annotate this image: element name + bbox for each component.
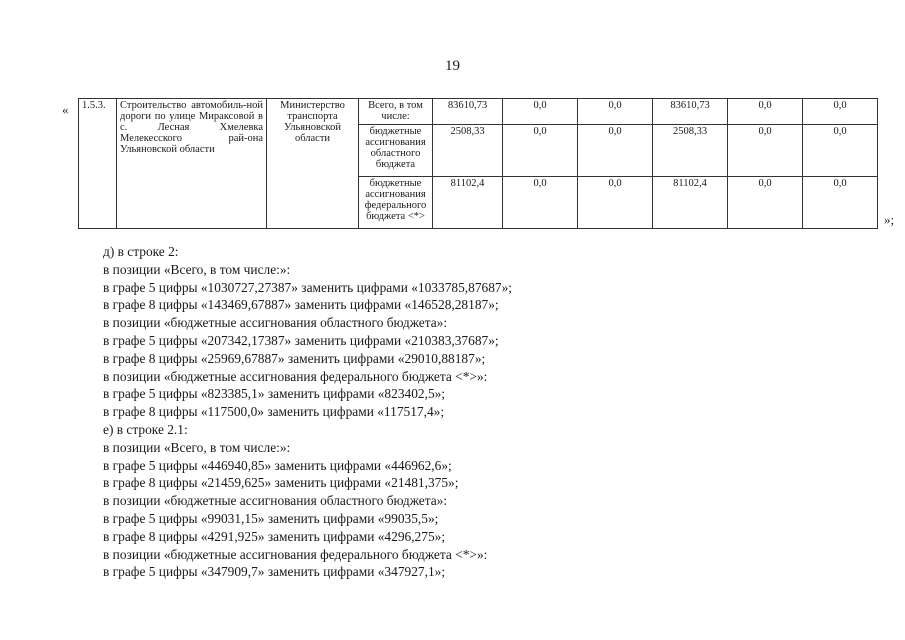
text-line: в графе 5 цифры «1030727,27387» заменить цифрами «1033785,87687»; <box>103 279 513 295</box>
row-code-cell: 1.5.3. <box>79 99 117 229</box>
text-line: в графе 8 цифры «117500,0» заменить цифрами «117517,4»; <box>103 404 445 420</box>
text-line: е) в строке 2.1: <box>103 421 188 437</box>
value-cell: 0,0 <box>803 99 878 125</box>
page-number: 19 <box>445 58 460 74</box>
text-line: д) в строке 2: <box>103 244 179 259</box>
budget-table <box>78 98 878 229</box>
source-cell: бюджетные ассигнования федерального бюджета <*> <box>359 177 433 229</box>
source-cell: бюджетные ассигнования областного бюджета <box>359 125 433 177</box>
text-line: в позиции «бюджетные ассигнования федерального бюджета <*>»: <box>103 546 488 562</box>
table-row <box>79 99 878 125</box>
value-cell: 81102,4 <box>433 177 503 229</box>
opening-quote: « <box>62 102 69 117</box>
organization-cell: Министерство транспорта Ульяновской области <box>267 99 359 229</box>
value-cell: 2508,33 <box>433 125 503 177</box>
value-cell: 83610,73 <box>653 99 728 125</box>
text-line: в позиции «Всего, в том числе:»: <box>103 261 291 277</box>
value-cell: 0,0 <box>578 125 653 177</box>
value-cell: 0,0 <box>803 177 878 229</box>
text-line: в позиции «Всего, в том числе:»: <box>103 439 291 455</box>
text-line: в позиции «бюджетные ассигнования областного бюджета»: <box>103 315 448 331</box>
text-line: в графе 5 цифры «99031,15» заменить цифрами «99035,5»; <box>103 510 439 526</box>
source-cell: Всего, в том числе: <box>359 99 433 125</box>
text-line: в позиции «бюджетные ассигнования федерального бюджета <*>»: <box>103 368 488 384</box>
text-line: в графе 5 цифры «207342,17387» заменить цифрами «210383,37687»; <box>103 332 499 348</box>
value-cell: 0,0 <box>803 125 878 177</box>
value-cell: 0,0 <box>578 177 653 229</box>
value-cell: 0,0 <box>503 99 578 125</box>
value-cell: 0,0 <box>728 177 803 229</box>
text-line: в графе 8 цифры «143469,67887» заменить цифрами «146528,28187»; <box>103 297 499 313</box>
value-cell: 0,0 <box>503 177 578 229</box>
value-cell: 83610,73 <box>433 99 503 125</box>
text-line: в графе 8 цифры «25969,67887» заменить цифрами «29010,88187»; <box>103 350 486 366</box>
value-cell: 0,0 <box>728 125 803 177</box>
text-line: в графе 8 цифры «4291,925» заменить цифрами «4296,275»; <box>103 528 446 544</box>
value-cell: 0,0 <box>728 99 803 125</box>
closing-quote: »; <box>884 212 895 227</box>
value-cell: 0,0 <box>578 99 653 125</box>
text-line: в графе 8 цифры «21459,625» заменить цифрами «21481,375»; <box>103 475 459 491</box>
value-cell: 0,0 <box>503 125 578 177</box>
text-line: в графе 5 цифры «446940,85» заменить цифрами «446962,6»; <box>103 457 452 473</box>
object-title-cell: Строительство автомобиль-ной дороги по улице Мираксовой в с. Лесная Хмелевка Мелекесского рай-она Ульяновской области <box>117 99 267 229</box>
amendment-text <box>103 243 512 581</box>
text-line: в графе 5 цифры «347909,7» заменить цифрами «347927,1»; <box>103 564 446 580</box>
text-line: в графе 5 цифры «823385,1» заменить цифрами «823402,5»; <box>103 386 446 402</box>
value-cell: 81102,4 <box>653 177 728 229</box>
text-line: в позиции «бюджетные ассигнования областного бюджета»: <box>103 493 448 509</box>
value-cell: 2508,33 <box>653 125 728 177</box>
